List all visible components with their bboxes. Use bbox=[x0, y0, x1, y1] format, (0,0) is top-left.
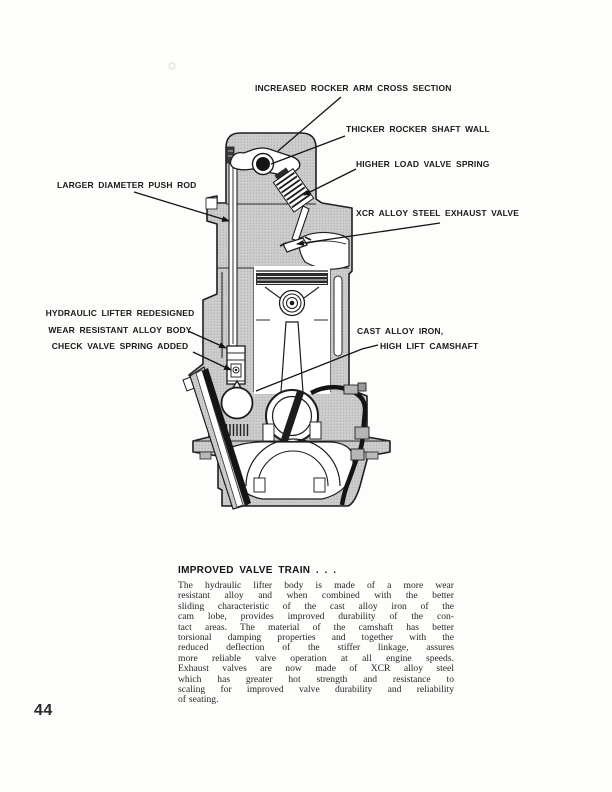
article-line: The hydraulic lifter body is made of a more wear bbox=[178, 580, 454, 591]
callout-valve-spring: HIGHER LOAD VALVE SPRING bbox=[356, 159, 490, 169]
article-line: more reliable valve operation at all engine speeds. bbox=[178, 652, 454, 664]
oil-pan bbox=[232, 439, 353, 499]
article-line: tact areas. The material of the camshaft has better bbox=[178, 621, 454, 633]
article-heading: IMPROVED VALVE TRAIN . . . bbox=[178, 565, 337, 576]
article-line: torsional damping properties and together with the bbox=[178, 632, 454, 644]
callout-push-rod: LARGER DIAMETER PUSH ROD bbox=[57, 180, 197, 190]
oil-line-fitting bbox=[355, 427, 369, 439]
callout-rocker-shaft: THICKER ROCKER SHAFT WALL bbox=[346, 124, 490, 134]
article-line: reduced deflection of the stiffer linkage, assures bbox=[178, 642, 454, 654]
callout-exhaust-valve: XCR ALLOY STEEL EXHAUST VALVE bbox=[356, 208, 520, 218]
callout-rocker-arm: INCREASED ROCKER ARM CROSS SECTION bbox=[255, 83, 452, 93]
oil-line-fitting bbox=[351, 449, 364, 460]
article bbox=[178, 565, 454, 706]
article-line: cam lobe, provides improved durability of the con- bbox=[178, 611, 454, 623]
article-line: of seating. bbox=[178, 694, 219, 706]
callout-lifter-line-1: HYDRAULIC LIFTER REDESIGNED bbox=[45, 308, 195, 318]
page-number: 44 bbox=[34, 702, 53, 719]
callout-lifter-line-2: WEAR RESISTANT ALLOY BODY bbox=[48, 324, 192, 335]
rocker-shaft bbox=[256, 157, 270, 171]
callout-lifter-line-3: CHECK VALVE SPRING ADDED bbox=[51, 341, 189, 351]
callout-camshaft-line-2: HIGH LIFT CAMSHAFT bbox=[380, 341, 479, 351]
article-line: Exhaust valves are now made of XCR alloy steel bbox=[178, 663, 454, 675]
article-line: scaling for improved valve durability and reliability bbox=[178, 684, 454, 696]
article-line: sliding characteristic of the cast alloy iron of the bbox=[178, 600, 454, 612]
callout-camshaft-line-1: CAST ALLOY IRON, bbox=[357, 326, 444, 336]
article-line: which has greater hot strength and resistance to bbox=[178, 673, 454, 685]
scan-artifact bbox=[169, 63, 175, 69]
push-rod bbox=[229, 162, 237, 348]
hydraulic-lifter bbox=[227, 346, 245, 384]
article-line: resistant alloy and when combined with the better bbox=[178, 590, 454, 602]
